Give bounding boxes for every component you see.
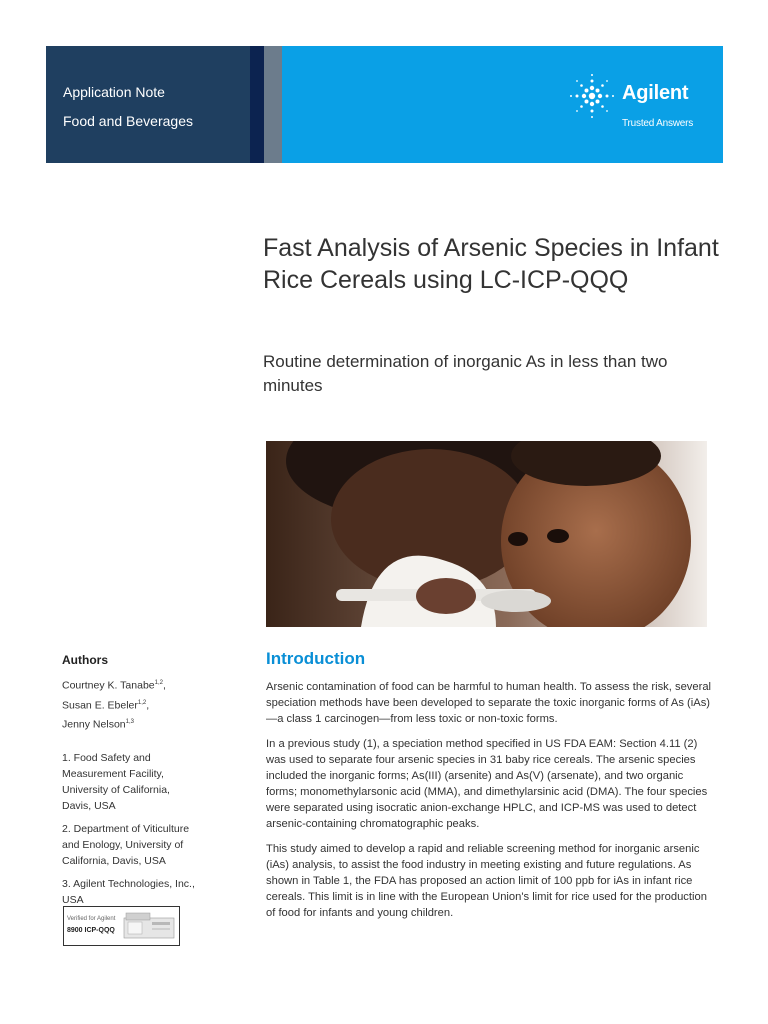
affiliation: 3. Agilent Technologies, Inc., USA: [62, 878, 195, 906]
banner-stripe-gray: [264, 46, 282, 163]
instrument-icon: [122, 910, 176, 941]
author-name: Susan E. Ebeler$^{1,2}$,: [62, 699, 150, 711]
spark-icon: [566, 70, 618, 122]
badge-model-text: 8900 ICP-QQQ: [67, 927, 115, 934]
section-heading-introduction: Introduction: [266, 649, 366, 668]
introduction-body: [266, 679, 712, 930]
authors-heading: Authors: [62, 653, 108, 667]
page-title: Fast Analysis of Arsenic Species in Infant Rice Cereals using LC-ICP-QQQ: [263, 234, 719, 294]
badge-verified-text: Verified for Agilent: [67, 916, 116, 922]
author-name: Courtney K. Tanabe$^{1,2}$,: [62, 679, 166, 692]
header-banner-left: [46, 46, 250, 163]
brand-name: Agilent: [622, 82, 689, 104]
affiliations-list: [62, 750, 202, 915]
author-name: Jenny Nelson$^{1,3}$: [62, 718, 134, 731]
brand-tagline: Trusted Answers: [622, 118, 694, 129]
document-type: Application Note: [63, 84, 165, 100]
intro-paragraph: In a previous study (1), a speciation method specified in US FDA EAM: Section 4.11 (2) was used to separate four arsenic species in 31 baby rice cereals. The arsenic species included the inorganic forms; As(III) (arsenite) and As(V) (arsenate), and two organic forms; monomethylarsonic acid (MMA), and dimethylarsinic acid (DMA). The four species were separated using isocratic anion-exchange HPLC, and ICP-MS was used to detect arsenic-containing chromatographic peaks.: [266, 738, 708, 830]
banner-stripe-navy: [250, 46, 264, 163]
instrument-badge: [63, 906, 180, 946]
hero-photo: [266, 441, 707, 627]
intro-paragraph: Arsenic contamination of food can be harmful to human health. To assess the risk, several speciation methods have been developed to separate the toxic inorganic forms of As (iAs)—a class 1 carcinogen—from less toxic or non-toxic forms.: [266, 681, 712, 725]
page-subtitle: Routine determination of inorganic As in less than two minutes: [263, 352, 668, 395]
agilent-logo: [566, 70, 696, 130]
intro-paragraph: This study aimed to develop a rapid and reliable screening method for inorganic arsenic (iAs) analysis, to assist the food industry in meeting existing and future regulations. As shown in Table 1, the FDA has proposed an action limit of 100 ppb for iAs in infant rice cereals. This limit is in line with the European Union's limit for rice used for the production of food for infants and young children.: [266, 843, 707, 919]
authors-list: [62, 675, 166, 734]
affiliation: 2. Department of Viticulture and Enology, University of California, Davis, USA: [62, 823, 190, 867]
affiliation: 1. Food Safety and Measurement Facility, University of California, Davis, USA: [62, 752, 170, 812]
document-category: Food and Beverages: [63, 113, 193, 129]
